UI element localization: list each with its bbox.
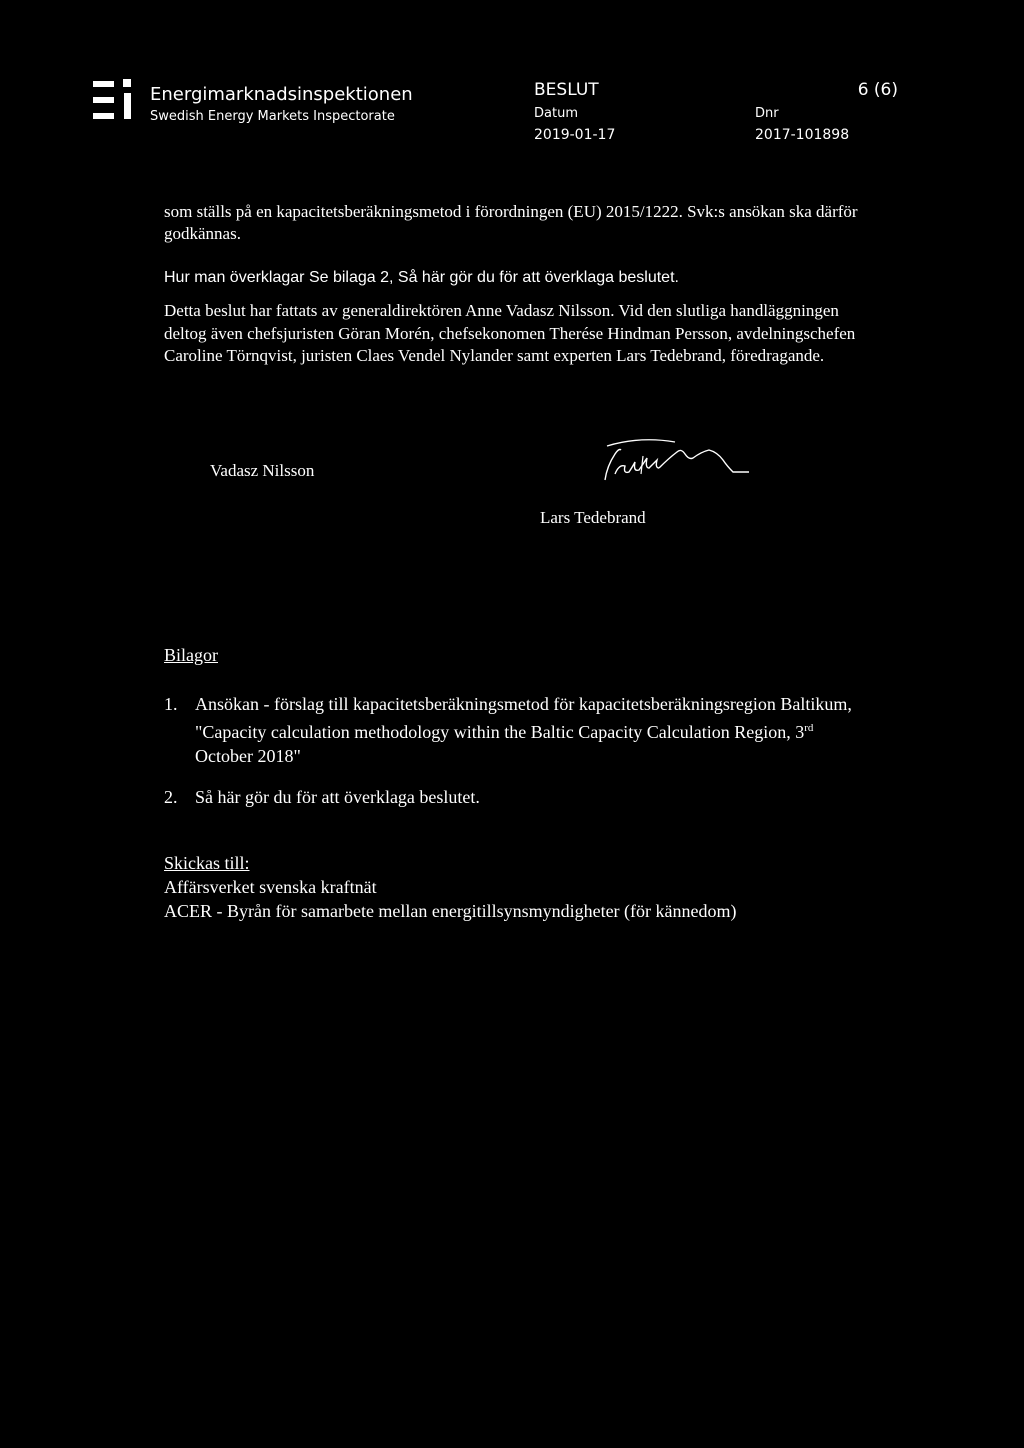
ordinal-suffix: rd bbox=[804, 722, 814, 734]
attachment-item-2 bbox=[164, 785, 864, 809]
signer-name-director: Vadasz Nilsson bbox=[210, 461, 315, 480]
date-label: Datum bbox=[534, 106, 578, 121]
ei-logo-icon bbox=[93, 79, 139, 121]
date-value: 2019-01-17 bbox=[534, 127, 616, 143]
document-type: BESLUT bbox=[534, 80, 599, 100]
attachment-text: Så här gör du för att överklaga beslutet. bbox=[195, 787, 480, 807]
dnr-value: 2017-101898 bbox=[755, 127, 850, 143]
recipient-1: Affärsverket svenska kraftnät bbox=[164, 877, 377, 897]
paragraph-appeal-info: Hur man överklagar Se bilaga 2, Så här gör du för att överklaga beslutet. bbox=[164, 269, 679, 286]
page-number: 6 (6) bbox=[857, 80, 898, 100]
send-to-heading: Skickas till: bbox=[164, 853, 250, 873]
attachments-heading: Bilagor bbox=[164, 645, 218, 665]
paragraph-decision-makers: Detta beslut har fattats av generaldirektören Anne Vadasz Nilsson. Vid den slutliga handläggningen deltog även chefsjuristen Göran Morén, chefsekonomen Therése Hindman Persson, avdelningschefen Caroline Törnqvist, juristen Claes Vendel Nylander samt experten Lars Tedebrand, föredragande. bbox=[164, 301, 856, 365]
list-number: 2. bbox=[164, 787, 178, 807]
recipient-2: ACER - Byrån för samarbete mellan energitillsynsmyndigheter (för kännedom) bbox=[164, 901, 737, 921]
attachment-text: Ansökan - förslag till kapacitetsberäkningsmetod för kapacitetsberäkningsregion Baltikum, "Capacity calculation methodology within the Baltic Capacity Calculation Region, 3rd October 2018" bbox=[195, 694, 852, 766]
paragraph-conclusion: som ställs på en kapacitetsberäkningsmetod i förordningen (EU) 2015/1222. Svk:s ansökan ska därför godkännas. bbox=[164, 202, 858, 243]
attachment-item-1 bbox=[164, 692, 864, 768]
signer-name-rapporteur: Lars Tedebrand bbox=[540, 508, 646, 527]
org-name: Energimarknadsinspektionen bbox=[150, 84, 413, 105]
handwritten-signature bbox=[585, 428, 755, 498]
org-subtitle: Swedish Energy Markets Inspectorate bbox=[150, 109, 395, 124]
dnr-label: Dnr bbox=[755, 106, 779, 121]
list-number: 1. bbox=[164, 694, 178, 714]
